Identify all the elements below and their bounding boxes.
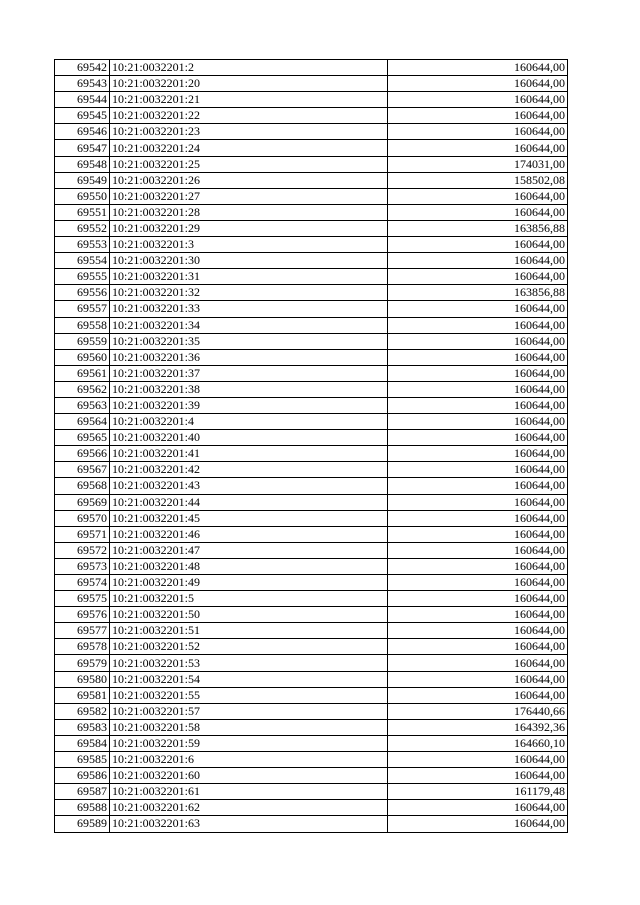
row-number-cell: 69577: [55, 623, 110, 639]
row-number-cell: 69560: [55, 349, 110, 365]
cadastral-value-cell: 160644,00: [388, 92, 568, 108]
row-number-cell: 69570: [55, 510, 110, 526]
cadastral-value-cell: 160644,00: [388, 526, 568, 542]
cadastral-value-cell: 160644,00: [388, 269, 568, 285]
row-number-cell: 69575: [55, 591, 110, 607]
row-number-cell: 69568: [55, 478, 110, 494]
table-row: [55, 156, 568, 172]
row-number-cell: 69567: [55, 462, 110, 478]
row-number-cell: 69546: [55, 124, 110, 140]
table-row: [55, 76, 568, 92]
cadastral-number-cell: 10:21:0032201:5: [110, 591, 388, 607]
cadastral-value-cell: 160644,00: [388, 76, 568, 92]
row-number-cell: 69584: [55, 735, 110, 751]
table-row: [55, 575, 568, 591]
table-row: [55, 269, 568, 285]
cadastral-value-cell: 160644,00: [388, 558, 568, 574]
row-number-cell: 69550: [55, 188, 110, 204]
table-row: [55, 333, 568, 349]
table-body: [55, 60, 568, 833]
cadastral-number-cell: 10:21:0032201:24: [110, 140, 388, 156]
cadastral-number-cell: 10:21:0032201:39: [110, 397, 388, 413]
row-number-cell: 69553: [55, 237, 110, 253]
cadastral-number-cell: 10:21:0032201:44: [110, 494, 388, 510]
row-number-cell: 69563: [55, 397, 110, 413]
cadastral-value-cell: 163856,88: [388, 285, 568, 301]
row-number-cell: 69573: [55, 558, 110, 574]
cadastral-value-cell: 160644,00: [388, 301, 568, 317]
cadastral-number-cell: 10:21:0032201:32: [110, 285, 388, 301]
cadastral-value-cell: 160644,00: [388, 140, 568, 156]
row-number-cell: 69559: [55, 333, 110, 349]
row-number-cell: 69551: [55, 204, 110, 220]
cadastral-value-cell: 158502,08: [388, 172, 568, 188]
table-row: [55, 542, 568, 558]
cadastral-number-cell: 10:21:0032201:52: [110, 639, 388, 655]
table-row: [55, 381, 568, 397]
table-row: [55, 317, 568, 333]
cadastral-value-cell: 160644,00: [388, 124, 568, 140]
cadastral-value-cell: 160644,00: [388, 108, 568, 124]
table-row: [55, 768, 568, 784]
table-row: [55, 140, 568, 156]
cadastral-number-cell: 10:21:0032201:62: [110, 800, 388, 816]
cadastral-value-cell: 160644,00: [388, 60, 568, 76]
row-number-cell: 69552: [55, 220, 110, 236]
cadastral-number-cell: 10:21:0032201:41: [110, 446, 388, 462]
cadastral-number-cell: 10:21:0032201:22: [110, 108, 388, 124]
cadastral-value-cell: 160644,00: [388, 800, 568, 816]
table-row: [55, 204, 568, 220]
row-number-cell: 69576: [55, 607, 110, 623]
cadastral-number-cell: 10:21:0032201:42: [110, 462, 388, 478]
row-number-cell: 69574: [55, 575, 110, 591]
table-row: [55, 92, 568, 108]
cadastral-value-cell: 160644,00: [388, 607, 568, 623]
table-row: [55, 446, 568, 462]
table-row: [55, 639, 568, 655]
table-row: [55, 558, 568, 574]
table-row: [55, 703, 568, 719]
table-row: [55, 237, 568, 253]
cadastral-number-cell: 10:21:0032201:30: [110, 253, 388, 269]
cadastral-number-cell: 10:21:0032201:45: [110, 510, 388, 526]
table-row: [55, 478, 568, 494]
cadastral-value-cell: 160644,00: [388, 655, 568, 671]
cadastral-value-cell: 160644,00: [388, 623, 568, 639]
table-row: [55, 607, 568, 623]
table-row: [55, 172, 568, 188]
row-number-cell: 69562: [55, 381, 110, 397]
cadastral-number-cell: 10:21:0032201:23: [110, 124, 388, 140]
row-number-cell: 69548: [55, 156, 110, 172]
cadastral-number-cell: 10:21:0032201:25: [110, 156, 388, 172]
cadastral-value-cell: 160644,00: [388, 687, 568, 703]
table-row: [55, 494, 568, 510]
cadastral-value-cell: 160644,00: [388, 204, 568, 220]
cadastral-number-cell: 10:21:0032201:55: [110, 687, 388, 703]
table-row: [55, 285, 568, 301]
cadastral-value-cell: 160644,00: [388, 768, 568, 784]
table-row: [55, 220, 568, 236]
cadastral-value-cell: 160644,00: [388, 575, 568, 591]
row-number-cell: 69554: [55, 253, 110, 269]
table-row: [55, 462, 568, 478]
cadastral-value-cell: 160644,00: [388, 494, 568, 510]
cadastral-number-cell: 10:21:0032201:50: [110, 607, 388, 623]
cadastral-value-cell: 160644,00: [388, 446, 568, 462]
cadastral-value-cell: 160644,00: [388, 752, 568, 768]
cadastral-number-cell: 10:21:0032201:33: [110, 301, 388, 317]
row-number-cell: 69569: [55, 494, 110, 510]
table-row: [55, 752, 568, 768]
cadastral-number-cell: 10:21:0032201:63: [110, 816, 388, 832]
table-row: [55, 687, 568, 703]
cadastral-number-cell: 10:21:0032201:26: [110, 172, 388, 188]
cadastral-number-cell: 10:21:0032201:3: [110, 237, 388, 253]
table-row: [55, 60, 568, 76]
row-number-cell: 69580: [55, 671, 110, 687]
table-row: [55, 719, 568, 735]
cadastral-number-cell: 10:21:0032201:40: [110, 430, 388, 446]
cadastral-value-cell: 160644,00: [388, 317, 568, 333]
row-number-cell: 69588: [55, 800, 110, 816]
cadastral-number-cell: 10:21:0032201:57: [110, 703, 388, 719]
table-row: [55, 365, 568, 381]
cadastral-value-cell: 160644,00: [388, 397, 568, 413]
row-number-cell: 69543: [55, 76, 110, 92]
cadastral-value-cell: 176440,66: [388, 703, 568, 719]
cadastral-value-cell: 160644,00: [388, 349, 568, 365]
cadastral-number-cell: 10:21:0032201:28: [110, 204, 388, 220]
cadastral-value-cell: 160644,00: [388, 591, 568, 607]
table-row: [55, 671, 568, 687]
cadastral-number-cell: 10:21:0032201:49: [110, 575, 388, 591]
cadastral-number-cell: 10:21:0032201:54: [110, 671, 388, 687]
cadastral-number-cell: 10:21:0032201:34: [110, 317, 388, 333]
cadastral-number-cell: 10:21:0032201:27: [110, 188, 388, 204]
table-row: [55, 655, 568, 671]
cadastral-number-cell: 10:21:0032201:2: [110, 60, 388, 76]
cadastral-value-cell: 160644,00: [388, 510, 568, 526]
table-row: [55, 784, 568, 800]
cadastral-number-cell: 10:21:0032201:36: [110, 349, 388, 365]
cadastral-value-cell: 160644,00: [388, 381, 568, 397]
row-number-cell: 69582: [55, 703, 110, 719]
cadastral-value-cell: 160644,00: [388, 188, 568, 204]
cadastral-number-cell: 10:21:0032201:29: [110, 220, 388, 236]
cadastral-value-cell: 160644,00: [388, 414, 568, 430]
cadastral-value-cell: 163856,88: [388, 220, 568, 236]
row-number-cell: 69566: [55, 446, 110, 462]
row-number-cell: 69542: [55, 60, 110, 76]
row-number-cell: 69578: [55, 639, 110, 655]
cadastral-value-table: [54, 59, 568, 833]
row-number-cell: 69585: [55, 752, 110, 768]
row-number-cell: 69555: [55, 269, 110, 285]
table-row: [55, 188, 568, 204]
cadastral-value-cell: 160644,00: [388, 542, 568, 558]
row-number-cell: 69545: [55, 108, 110, 124]
table-row: [55, 397, 568, 413]
cadastral-value-cell: 161179,48: [388, 784, 568, 800]
row-number-cell: 69547: [55, 140, 110, 156]
row-number-cell: 69579: [55, 655, 110, 671]
table-row: [55, 510, 568, 526]
cadastral-value-cell: 164660,10: [388, 735, 568, 751]
cadastral-number-cell: 10:21:0032201:4: [110, 414, 388, 430]
cadastral-value-cell: 160644,00: [388, 333, 568, 349]
table-row: [55, 430, 568, 446]
table-row: [55, 816, 568, 832]
row-number-cell: 69564: [55, 414, 110, 430]
cadastral-value-cell: 160644,00: [388, 671, 568, 687]
row-number-cell: 69561: [55, 365, 110, 381]
cadastral-value-cell: 160644,00: [388, 253, 568, 269]
table-row: [55, 800, 568, 816]
cadastral-number-cell: 10:21:0032201:46: [110, 526, 388, 542]
row-number-cell: 69572: [55, 542, 110, 558]
table-row: [55, 591, 568, 607]
cadastral-number-cell: 10:21:0032201:53: [110, 655, 388, 671]
cadastral-value-cell: 160644,00: [388, 365, 568, 381]
cadastral-number-cell: 10:21:0032201:58: [110, 719, 388, 735]
row-number-cell: 69557: [55, 301, 110, 317]
cadastral-number-cell: 10:21:0032201:6: [110, 752, 388, 768]
table-row: [55, 124, 568, 140]
cadastral-value-cell: 160644,00: [388, 639, 568, 655]
table-row: [55, 108, 568, 124]
row-number-cell: 69587: [55, 784, 110, 800]
table-row: [55, 623, 568, 639]
cadastral-number-cell: 10:21:0032201:61: [110, 784, 388, 800]
cadastral-number-cell: 10:21:0032201:43: [110, 478, 388, 494]
row-number-cell: 69556: [55, 285, 110, 301]
row-number-cell: 69544: [55, 92, 110, 108]
row-number-cell: 69583: [55, 719, 110, 735]
cadastral-number-cell: 10:21:0032201:20: [110, 76, 388, 92]
table-row: [55, 253, 568, 269]
cadastral-number-cell: 10:21:0032201:48: [110, 558, 388, 574]
cadastral-value-cell: 160644,00: [388, 237, 568, 253]
cadastral-number-cell: 10:21:0032201:37: [110, 365, 388, 381]
cadastral-value-cell: 160644,00: [388, 816, 568, 832]
table-row: [55, 735, 568, 751]
cadastral-number-cell: 10:21:0032201:31: [110, 269, 388, 285]
cadastral-number-cell: 10:21:0032201:35: [110, 333, 388, 349]
row-number-cell: 69581: [55, 687, 110, 703]
cadastral-value-cell: 160644,00: [388, 462, 568, 478]
cadastral-value-cell: 160644,00: [388, 430, 568, 446]
cadastral-number-cell: 10:21:0032201:60: [110, 768, 388, 784]
row-number-cell: 69549: [55, 172, 110, 188]
cadastral-number-cell: 10:21:0032201:59: [110, 735, 388, 751]
cadastral-number-cell: 10:21:0032201:21: [110, 92, 388, 108]
row-number-cell: 69571: [55, 526, 110, 542]
row-number-cell: 69558: [55, 317, 110, 333]
table-row: [55, 526, 568, 542]
cadastral-number-cell: 10:21:0032201:38: [110, 381, 388, 397]
table-row: [55, 301, 568, 317]
cadastral-number-cell: 10:21:0032201:47: [110, 542, 388, 558]
row-number-cell: 69565: [55, 430, 110, 446]
row-number-cell: 69589: [55, 816, 110, 832]
cadastral-value-cell: 160644,00: [388, 478, 568, 494]
table-row: [55, 349, 568, 365]
cadastral-number-cell: 10:21:0032201:51: [110, 623, 388, 639]
row-number-cell: 69586: [55, 768, 110, 784]
cadastral-value-cell: 164392,36: [388, 719, 568, 735]
cadastral-value-cell: 174031,00: [388, 156, 568, 172]
table-row: [55, 414, 568, 430]
